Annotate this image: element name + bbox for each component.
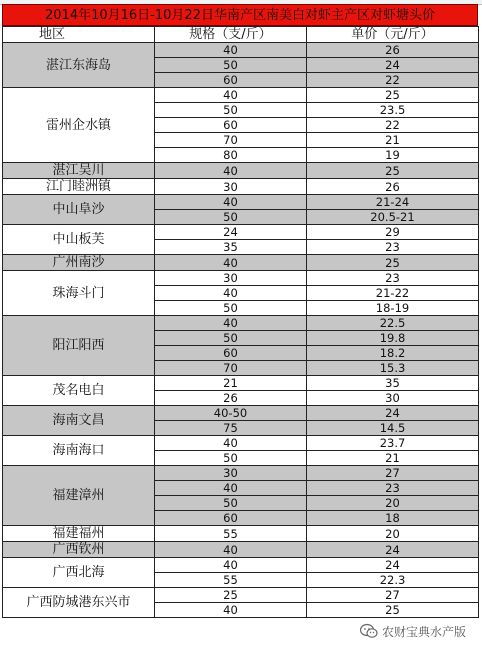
table-row bbox=[3, 43, 479, 58]
spec-cell: 40 bbox=[155, 558, 307, 573]
price-cell: 25 bbox=[307, 163, 479, 179]
region-cell: 中山阜沙 bbox=[3, 195, 155, 225]
price-cell: 30 bbox=[307, 391, 479, 406]
price-cell: 18 bbox=[307, 511, 479, 526]
price-cell: 18-19 bbox=[307, 301, 479, 316]
region-cell: 海南海口 bbox=[3, 436, 155, 466]
table-header-row bbox=[3, 27, 479, 43]
table-row bbox=[3, 271, 479, 286]
spec-cell: 30 bbox=[155, 271, 307, 286]
price-cell: 21-24 bbox=[307, 195, 479, 210]
spec-cell: 50 bbox=[155, 331, 307, 346]
spec-cell: 40 bbox=[155, 603, 307, 618]
price-cell: 25 bbox=[307, 88, 479, 103]
spec-cell: 80 bbox=[155, 148, 307, 163]
spec-cell: 70 bbox=[155, 361, 307, 376]
price-cell: 23 bbox=[307, 240, 479, 255]
price-cell: 27 bbox=[307, 466, 479, 481]
price-cell: 25 bbox=[307, 603, 479, 618]
spec-cell: 50 bbox=[155, 210, 307, 225]
spec-cell: 40 bbox=[155, 316, 307, 331]
spec-cell: 75 bbox=[155, 421, 307, 436]
spec-cell: 50 bbox=[155, 451, 307, 466]
price-cell: 24 bbox=[307, 558, 479, 573]
price-cell: 20 bbox=[307, 526, 479, 542]
spec-cell: 35 bbox=[155, 240, 307, 255]
region-cell: 湛江东海岛 bbox=[3, 43, 155, 88]
price-cell: 21-22 bbox=[307, 286, 479, 301]
price-cell: 25 bbox=[307, 255, 479, 271]
spec-cell: 40 bbox=[155, 481, 307, 496]
region-cell: 江门睦洲镇 bbox=[3, 179, 155, 195]
header-region: 地区 bbox=[3, 27, 155, 43]
watermark bbox=[356, 620, 470, 642]
price-cell: 24 bbox=[307, 542, 479, 558]
price-cell: 23 bbox=[307, 271, 479, 286]
table-row bbox=[3, 406, 479, 421]
price-cell: 27 bbox=[307, 588, 479, 603]
region-cell: 珠海斗门 bbox=[3, 271, 155, 316]
region-cell: 广州南沙 bbox=[3, 255, 155, 271]
table-row bbox=[3, 588, 479, 603]
header-spec: 规格（支/斤） bbox=[155, 27, 307, 43]
table-row bbox=[3, 526, 479, 542]
price-cell: 22 bbox=[307, 118, 479, 133]
spec-cell: 26 bbox=[155, 391, 307, 406]
region-cell: 福建漳州 bbox=[3, 466, 155, 526]
region-cell: 茂名电白 bbox=[3, 376, 155, 406]
spec-cell: 40 bbox=[155, 195, 307, 210]
spec-cell: 55 bbox=[155, 526, 307, 542]
region-cell: 湛江吴川 bbox=[3, 163, 155, 179]
region-cell: 福建福州 bbox=[3, 526, 155, 542]
watermark-text: 农财宝典水产版 bbox=[381, 624, 466, 639]
table-row bbox=[3, 163, 479, 179]
spec-cell: 30 bbox=[155, 179, 307, 195]
spec-cell: 40 bbox=[155, 88, 307, 103]
price-cell: 20 bbox=[307, 496, 479, 511]
spec-cell: 50 bbox=[155, 58, 307, 73]
price-cell: 19 bbox=[307, 148, 479, 163]
wechat-icon bbox=[360, 623, 378, 639]
price-cell: 21 bbox=[307, 451, 479, 466]
price-cell: 23.5 bbox=[307, 103, 479, 118]
region-cell: 海南文昌 bbox=[3, 406, 155, 436]
spec-cell: 70 bbox=[155, 133, 307, 148]
price-cell: 23.7 bbox=[307, 436, 479, 451]
region-cell: 中山板芙 bbox=[3, 225, 155, 255]
price-cell: 23 bbox=[307, 481, 479, 496]
price-cell: 18.2 bbox=[307, 346, 479, 361]
table-row bbox=[3, 195, 479, 210]
spec-cell: 60 bbox=[155, 118, 307, 133]
spec-cell: 50 bbox=[155, 301, 307, 316]
price-cell: 24 bbox=[307, 406, 479, 421]
spec-cell: 60 bbox=[155, 73, 307, 88]
table-row bbox=[3, 436, 479, 451]
spec-cell: 40 bbox=[155, 286, 307, 301]
table-title: 2014年10月16日-10月22日华南产区南美白对虾主产区对虾塘头价 bbox=[2, 4, 478, 26]
region-cell: 阳江阳西 bbox=[3, 316, 155, 376]
table-row bbox=[3, 542, 479, 558]
price-cell: 22.5 bbox=[307, 316, 479, 331]
spec-cell: 25 bbox=[155, 588, 307, 603]
table-row bbox=[3, 88, 479, 103]
spec-cell: 30 bbox=[155, 466, 307, 481]
header-price: 单价（元/斤） bbox=[307, 27, 479, 43]
table-row bbox=[3, 376, 479, 391]
region-cell: 广西防城港东兴市 bbox=[3, 588, 155, 618]
region-cell: 雷州企水镇 bbox=[3, 88, 155, 163]
price-cell: 20.5-21 bbox=[307, 210, 479, 225]
table-row bbox=[3, 255, 479, 271]
spec-cell: 40 bbox=[155, 255, 307, 271]
spec-cell: 50 bbox=[155, 496, 307, 511]
spec-cell: 40-50 bbox=[155, 406, 307, 421]
price-cell: 15.3 bbox=[307, 361, 479, 376]
price-cell: 24 bbox=[307, 58, 479, 73]
price-cell: 26 bbox=[307, 43, 479, 58]
spec-cell: 21 bbox=[155, 376, 307, 391]
spec-cell: 40 bbox=[155, 43, 307, 58]
table-row bbox=[3, 179, 479, 195]
table-row bbox=[3, 558, 479, 573]
region-cell: 广西钦州 bbox=[3, 542, 155, 558]
price-cell: 29 bbox=[307, 225, 479, 240]
price-cell: 22.3 bbox=[307, 573, 479, 588]
spec-cell: 60 bbox=[155, 346, 307, 361]
price-cell: 22 bbox=[307, 73, 479, 88]
price-cell: 35 bbox=[307, 376, 479, 391]
spec-cell: 55 bbox=[155, 573, 307, 588]
spec-cell: 40 bbox=[155, 436, 307, 451]
table-row bbox=[3, 225, 479, 240]
region-cell: 广西北海 bbox=[3, 558, 155, 588]
price-cell: 14.5 bbox=[307, 421, 479, 436]
spec-cell: 60 bbox=[155, 511, 307, 526]
table-row bbox=[3, 316, 479, 331]
price-cell: 21 bbox=[307, 133, 479, 148]
spec-cell: 24 bbox=[155, 225, 307, 240]
table-row bbox=[3, 466, 479, 481]
price-cell: 19.8 bbox=[307, 331, 479, 346]
spec-cell: 40 bbox=[155, 163, 307, 179]
spec-cell: 50 bbox=[155, 103, 307, 118]
spec-cell: 40 bbox=[155, 542, 307, 558]
price-cell: 26 bbox=[307, 179, 479, 195]
price-table bbox=[2, 26, 479, 618]
